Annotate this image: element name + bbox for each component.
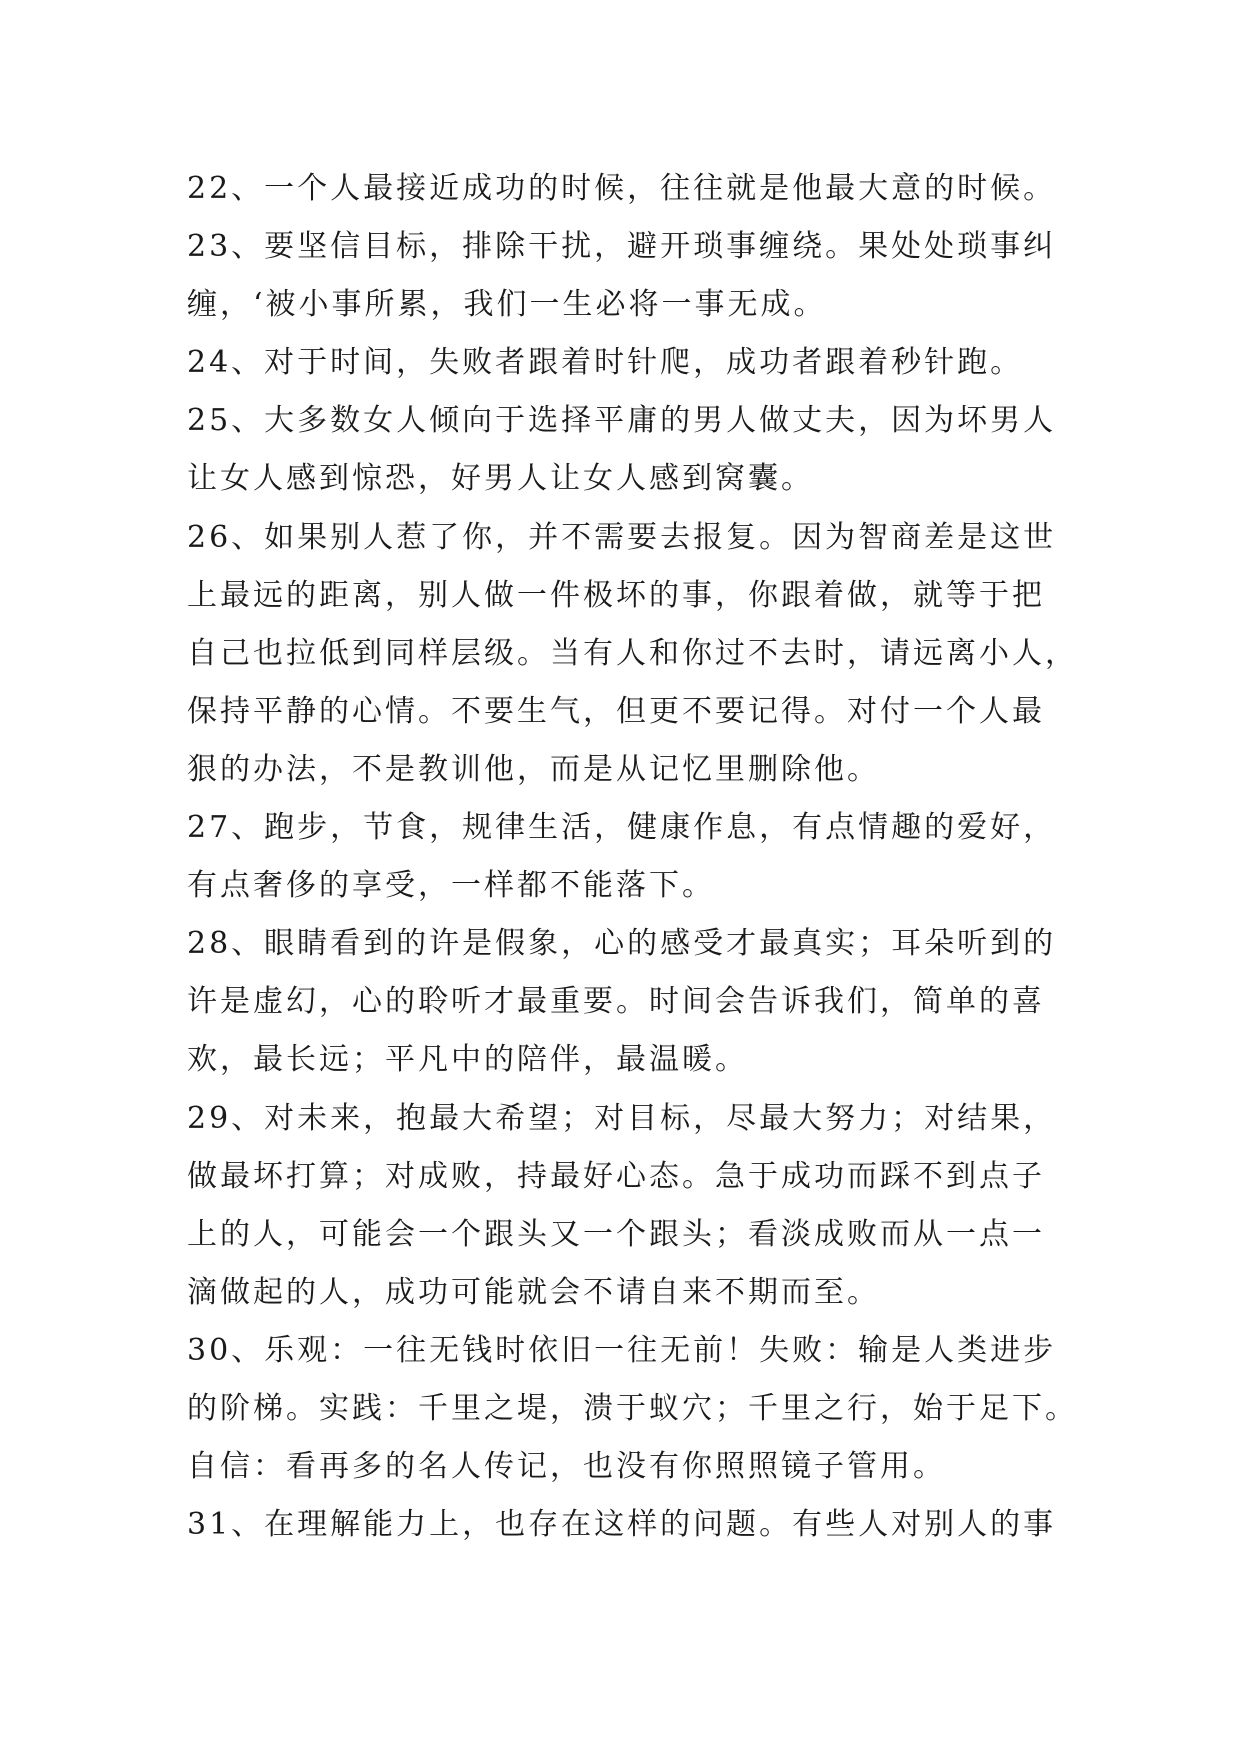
- text-line: 让女人感到惊恐，好男人让女人感到窝囊。: [187, 461, 814, 497]
- text-line: 许是虚幻，心的聆听才最重要。时间会告诉我们，简单的喜: [187, 984, 1045, 1020]
- text-line: 自信：看再多的名人传记，也没有你照照镜子管用。: [187, 1449, 946, 1485]
- text-line: 28、眼睛看到的许是假象，心的感受才最真实；耳朵听到的: [187, 926, 1057, 962]
- text-line: 保持平静的心情。不要生气，但更不要记得。对付一个人最: [187, 693, 1045, 729]
- text-line: 23、要坚信目标，排除干扰，避开琐事缠绕。果处处琐事纠: [187, 229, 1057, 265]
- text-line: 26、如果别人惹了你，并不需要去报复。因为智商差是这世: [187, 519, 1057, 555]
- document-body: [187, 160, 1078, 1554]
- text-line: 狠的办法，不是教训他，而是从记忆里删除他。: [187, 751, 880, 787]
- text-line: 有点奢侈的享受，一样都不能落下。: [187, 868, 715, 904]
- text-line: 欢，最长远；平凡中的陪伴，最温暖。: [187, 1042, 748, 1078]
- text-line: 滴做起的人，成功可能就会不请自来不期而至。: [187, 1274, 880, 1310]
- text-line: 的阶梯。实践：千里之堤，溃于蚁穴；千里之行，始于足下。: [187, 1390, 1078, 1426]
- text-line: 31、在理解能力上，也存在这样的问题。有些人对别人的事: [187, 1507, 1057, 1543]
- text-line: 29、对未来，抱最大希望；对目标，尽最大努力；对结果，: [187, 1100, 1057, 1136]
- text-line: 缠，‘被小事所累，我们一生必将一事无成。: [187, 287, 827, 323]
- text-line: 22、一个人最接近成功的时候，往往就是他最大意的时候。: [187, 171, 1057, 206]
- text-line: 24、对于时间，失败者跟着时针爬，成功者跟着秒针跑。: [187, 345, 1024, 381]
- text-line: 上的人，可能会一个跟头又一个跟头；看淡成败而从一点一: [187, 1216, 1045, 1252]
- text-line: 做最坏打算；对成败，持最好心态。急于成功而踩不到点子: [187, 1158, 1045, 1194]
- text-line: 27、跑步，节食，规律生活，健康作息，有点情趣的爱好，: [187, 810, 1057, 846]
- text-line: 上最远的距离，别人做一件极坏的事，你跟着做，就等于把: [187, 577, 1045, 613]
- text-line: 25、大多数女人倾向于选择平庸的男人做丈夫，因为坏男人: [187, 403, 1057, 439]
- text-line: 30、乐观：一往无钱时依旧一往无前！失败：输是人类进步: [187, 1332, 1057, 1368]
- text-line: 自己也拉低到同样层级。当有人和你过不去时，请远离小人，: [187, 635, 1078, 671]
